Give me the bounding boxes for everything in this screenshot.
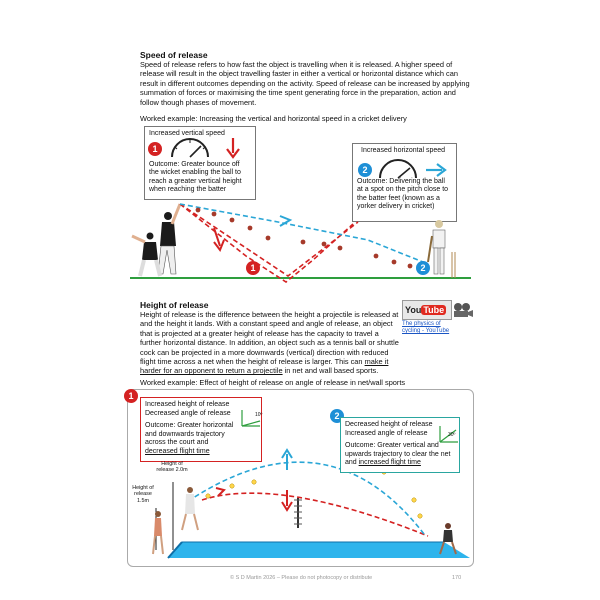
cricket-worked-example: Worked example: Increasing the vertical and horizontal speed in a cricket delivery bbox=[140, 114, 407, 123]
arrow-down-icon bbox=[226, 137, 240, 159]
net-wall-worked-example: Worked example: Effect of height of release on angle of release in net/wall sports bbox=[140, 378, 406, 387]
horizontal-speed-number: 2 bbox=[358, 163, 372, 177]
film-camera-icon bbox=[452, 302, 474, 318]
horizontal-speed-title: Increased horizontal speed bbox=[361, 147, 446, 154]
height-release-1-5m-label: Height of release 1.5m bbox=[132, 485, 154, 504]
increased-angle-line2: Increased angle of release bbox=[345, 429, 428, 437]
angle-30-label: 30º bbox=[448, 432, 456, 438]
horizontal-speed-outcome: Outcome: Delivering the ball at a spot on the pitch close to the batter feet (known as a yorker delivery in cricket) bbox=[357, 177, 449, 211]
height-of-release-paragraph: Height of release is the difference between the height a projectile is released at and the height it lands. With a constant speed and angle of release, an object that is projected at a greater height of release has the capacity to travel a further horizontal distance. In addition, an object such as a tennis ball or shuttle cock can be projected in a more downwards (vertical) direction with reduced flight time across a net when the height of release is larger. This can make it harder for an opponent to return a projectile in net and wall based sports. bbox=[140, 310, 399, 376]
speedometer-icon-2 bbox=[376, 158, 422, 182]
angle-10-label: 10º bbox=[255, 412, 263, 418]
youtube-video-link[interactable]: The physics of cycling - YouTube bbox=[402, 321, 450, 334]
footer-copyright: © S D Martin 2026 – Please do not photocopy or distribute bbox=[230, 575, 373, 581]
cricket-marker-1: 1 bbox=[246, 261, 260, 275]
speed-of-release-paragraph: Speed of release refers to how fast the object is travelling when it is released. A higher speed of release will result in the object travelling faster in either a vertical or horizontal distance which can result in different outcomes depending on the activity. Speed of release can be increased by applying summation of forces or maximising the time spent generating force in the preparation, action and follow though phases of movement. bbox=[140, 60, 470, 107]
return-projectile-link: make it harder for an opponent to return a projectile bbox=[140, 357, 389, 376]
arrow-right-icon bbox=[425, 163, 447, 177]
height-release-2m-label: Height of release 2.0m bbox=[156, 461, 188, 474]
net-wall-box2-number: 2 bbox=[330, 409, 344, 423]
net-wall-box1-number: 1 bbox=[124, 389, 138, 403]
increased-height-outcome: Outcome: Greater horizontal and downwards trajectory across the court and decreased flight time bbox=[145, 422, 234, 455]
decreased-angle-line2: Decreased angle of release bbox=[145, 409, 231, 417]
decreased-height-outcome: Outcome: Greater vertical and upwards trajectory to clear the net and increased flight time bbox=[345, 442, 451, 467]
page-number: 170 bbox=[452, 575, 462, 581]
increased-height-line1: Increased height of release bbox=[145, 401, 230, 408]
youtube-logo: You Tube bbox=[402, 300, 452, 320]
angle-10-icon bbox=[240, 408, 262, 428]
batter-figure bbox=[428, 220, 455, 278]
cricket-marker-2: 2 bbox=[416, 261, 430, 275]
height-of-release-heading: Height of release bbox=[140, 300, 209, 310]
vertical-speed-number: 1 bbox=[148, 142, 162, 156]
speed-of-release-heading: Speed of release bbox=[140, 50, 208, 60]
increased-height-box bbox=[140, 397, 262, 462]
youtube-video-card[interactable] bbox=[402, 300, 474, 346]
vertical-speed-outcome: Outcome: Greater bounce off the wicket enabling the ball to reach a greater vertical height when reaching the batter bbox=[149, 160, 242, 194]
decreased-height-line1: Decreased height of release bbox=[345, 421, 433, 428]
bowler-figure bbox=[132, 204, 180, 276]
vertical-speed-title: Increased vertical speed bbox=[149, 130, 225, 137]
